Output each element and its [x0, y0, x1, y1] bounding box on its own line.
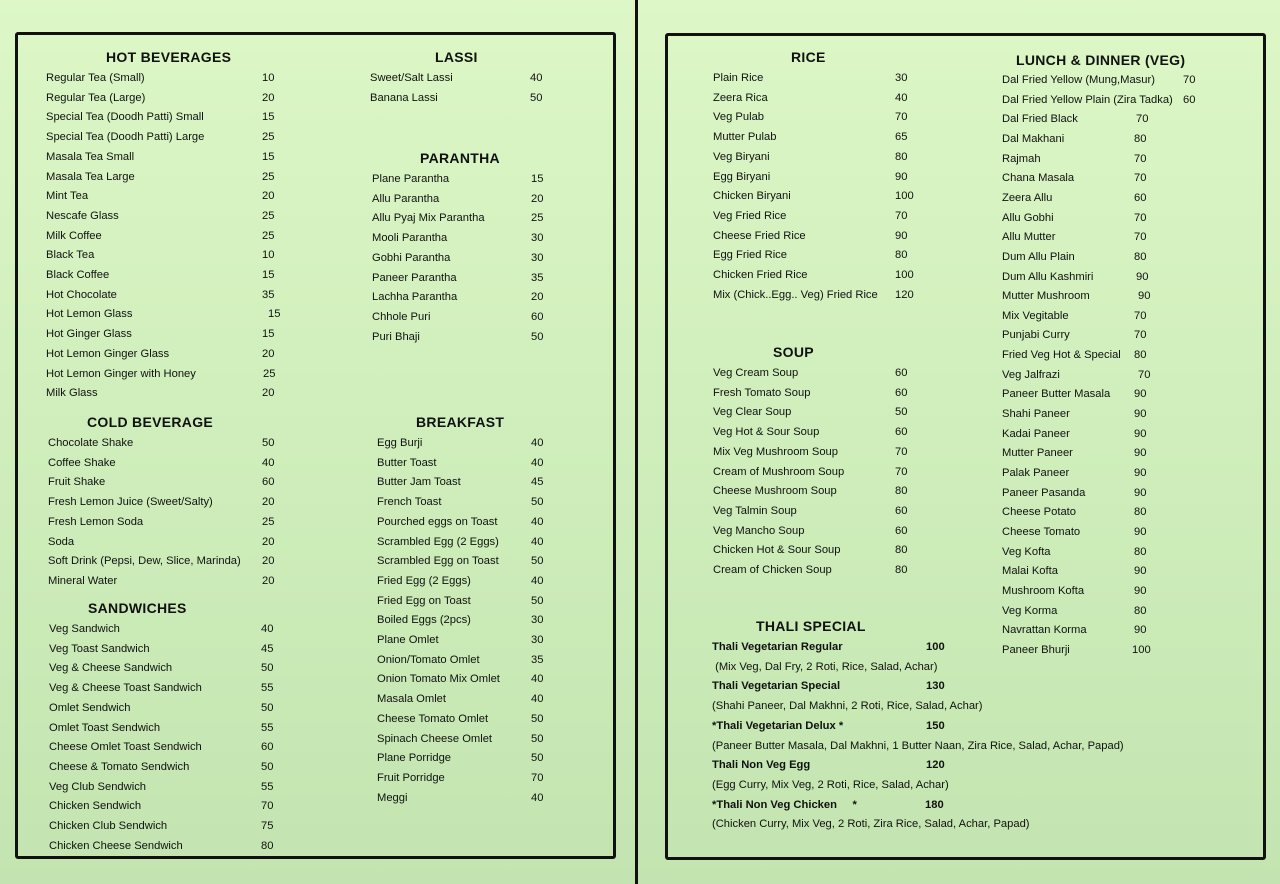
item-price: 80	[895, 544, 908, 557]
item-name: Malai Kofta	[1002, 565, 1058, 578]
item-price: 25	[531, 212, 544, 225]
item-name: Sweet/Salt Lassi	[370, 72, 453, 84]
item-price: 90	[1134, 447, 1147, 460]
item-price: 55	[261, 721, 274, 734]
item-name: Special Tea (Doodh Patti) Large	[46, 131, 205, 144]
item-price: 80	[895, 564, 908, 576]
item-name: Butter Jam Toast	[377, 476, 461, 489]
item-price: 25	[262, 170, 275, 183]
item-price: 25	[262, 229, 275, 242]
item-name: Veg Clear Soup	[713, 406, 792, 419]
item-price: 70	[895, 465, 908, 478]
item-price: 65	[895, 131, 908, 144]
thali-item-price: 180	[925, 798, 944, 811]
item-name: Fried Veg Hot & Special	[1002, 349, 1121, 362]
item-name: Special Tea (Doodh Patti) Small	[46, 111, 204, 124]
item-price: 50	[261, 701, 274, 714]
item-name: Hot Chocolate	[46, 288, 117, 301]
item-name: Cheese Fried Rice	[713, 229, 806, 242]
item-price: 80	[1134, 545, 1147, 558]
lunch-dinner-title: LUNCH & DINNER (VEG)	[1016, 52, 1186, 68]
item-name: Allu Parantha	[372, 192, 440, 205]
item-name: Dum Allu Kashmiri	[1002, 270, 1094, 283]
item-price: 80	[1134, 506, 1147, 519]
hot-beverages-title: HOT BEVERAGES	[106, 49, 232, 65]
item-name: Cheese Mushroom Soup	[713, 485, 837, 498]
item-name: Omlet Sendwich	[49, 701, 131, 714]
item-price: 90	[1134, 427, 1147, 440]
item-name: Plane Omlet	[377, 634, 439, 646]
item-name: Coffee Shake	[48, 456, 116, 469]
item-price: 90	[1138, 290, 1151, 303]
item-price: 20	[262, 574, 275, 587]
item-price: 40	[261, 623, 274, 635]
item-price: 40	[895, 91, 908, 104]
thali-item-price: 120	[926, 759, 945, 772]
item-name: Chhole Puri	[372, 310, 431, 323]
item-name: Veg Korma	[1002, 604, 1058, 617]
item-price: 30	[531, 614, 544, 627]
item-name: Lachha Parantha	[372, 291, 458, 304]
item-price: 70	[1134, 152, 1147, 165]
item-name: Fruit Shake	[48, 476, 106, 489]
item-name: Hot Lemon Ginger with Honey	[46, 367, 196, 380]
item-name: Masala Tea Large	[46, 170, 135, 183]
item-name: Chicken Fried Rice	[713, 269, 808, 281]
item-name: Mushroom Kofta	[1002, 584, 1085, 597]
item-price: 30	[531, 232, 544, 245]
item-name: Omlet Toast Sendwich	[49, 721, 161, 734]
thali-item-description: (Paneer Butter Masala, Dal Makhni, 1 Butter Naan, Zira Rice, Salad, Achar, Papad)	[712, 739, 1124, 752]
item-price: 70	[1136, 113, 1149, 126]
item-name: Veg Club Sendwich	[49, 780, 147, 793]
item-name: Regular Tea (Small)	[46, 72, 145, 84]
item-name: Plane Porridge	[377, 752, 452, 765]
item-name: Puri Bhaji	[372, 330, 420, 343]
item-price: 80	[1134, 349, 1147, 362]
item-price: 25	[263, 367, 276, 380]
item-name: Mix Veg Mushroom Soup	[713, 445, 838, 458]
item-price: 40	[531, 535, 544, 548]
item-price: 55	[261, 780, 274, 793]
item-name: Masala Tea Small	[46, 150, 135, 163]
item-price: 80	[261, 839, 274, 852]
item-price: 25	[262, 131, 275, 144]
item-price: 90	[1134, 624, 1147, 637]
item-price: 50	[530, 91, 543, 104]
item-name: Mooli Parantha	[372, 232, 448, 245]
item-price: 15	[268, 308, 281, 321]
item-price: 40	[531, 574, 544, 587]
item-price: 70	[1134, 309, 1147, 322]
item-price: 40	[262, 456, 275, 469]
thali-item-name: Thali Non Veg Egg	[712, 759, 811, 772]
item-name: Kadai Paneer	[1002, 427, 1070, 440]
item-name: Dal Fried Yellow (Mung,Masur)	[1002, 74, 1155, 86]
item-price: 50	[531, 752, 544, 765]
item-name: Fresh Tomato Soup	[713, 386, 811, 399]
item-name: Plane Parantha	[372, 173, 450, 185]
item-price: 15	[262, 111, 275, 124]
item-name: Chicken Cheese Sendwich	[49, 839, 183, 852]
thali-item-price: 150	[926, 719, 945, 732]
item-price: 50	[531, 712, 544, 725]
thali-item-name: Thali Vegetarian Regular	[712, 641, 843, 653]
item-price: 70	[1134, 172, 1147, 185]
thali-item-name: Thali Vegetarian Special	[712, 680, 841, 693]
item-name: Cheese Omlet Toast Sendwich	[49, 741, 202, 754]
sandwiches-title: SANDWICHES	[88, 600, 187, 616]
item-price: 35	[531, 653, 544, 666]
item-name: Pourched eggs on Toast	[377, 515, 498, 528]
item-name: Veg Cream Soup	[713, 367, 799, 379]
item-price: 70	[531, 771, 544, 784]
item-name: Allu Pyaj Mix Parantha	[372, 212, 485, 225]
item-name: Black Tea	[46, 249, 95, 262]
item-price: 20	[262, 190, 275, 203]
item-price: 90	[1134, 467, 1147, 479]
item-price: 60	[1183, 93, 1196, 106]
item-name: Veg Fried Rice	[713, 209, 787, 222]
item-price: 90	[1134, 565, 1147, 578]
item-price: 25	[262, 515, 275, 528]
item-name: Fruit Porridge	[377, 771, 445, 784]
item-price: 60	[895, 367, 908, 379]
item-price: 70	[1138, 368, 1151, 381]
thali-item-description: (Egg Curry, Mix Veg, 2 Roti, Rice, Salad, Achar)	[712, 778, 949, 791]
item-price: 100	[1132, 643, 1151, 656]
item-price: 90	[1136, 270, 1149, 283]
item-name: Hot Ginger Glass	[46, 328, 132, 341]
item-price: 20	[262, 387, 275, 400]
item-name: Veg Toast Sandwich	[49, 642, 150, 655]
item-price: 50	[531, 594, 544, 607]
item-price: 60	[895, 524, 908, 537]
item-name: Hot Lemon Ginger Glass	[46, 347, 170, 360]
item-price: 50	[262, 437, 275, 449]
item-price: 25	[262, 209, 275, 222]
item-name: Mutter Pulab	[713, 131, 777, 144]
item-price: 70	[261, 800, 274, 813]
item-name: Paneer Pasanda	[1002, 486, 1086, 499]
item-name: Egg Biryani	[713, 170, 771, 183]
item-price: 35	[531, 271, 544, 284]
item-price: 80	[895, 485, 908, 498]
thali-item-price: 100	[926, 641, 945, 653]
item-name: Black Coffee	[46, 269, 110, 281]
item-name: Paneer Parantha	[372, 271, 457, 284]
item-name: Chocolate Shake	[48, 437, 134, 449]
item-name: Palak Paneer	[1002, 467, 1070, 479]
item-name: Veg & Cheese Sandwich	[49, 662, 173, 675]
item-name: Veg & Cheese Toast Sandwich	[49, 682, 202, 695]
item-name: French Toast	[377, 496, 442, 509]
item-price: 120	[895, 288, 914, 301]
item-price: 15	[262, 150, 275, 163]
thali-item-name: *Thali Vegetarian Delux *	[712, 719, 844, 732]
item-name: Fried Egg on Toast	[377, 594, 471, 607]
item-price: 45	[531, 476, 544, 489]
thali-item-description: (Chicken Curry, Mix Veg, 2 Roti, Zira Rice, Salad, Achar, Papad)	[712, 818, 1030, 831]
item-name: Cream of Mushroom Soup	[713, 465, 845, 478]
item-price: 100	[895, 269, 914, 281]
item-name: Zeera Allu	[1002, 191, 1053, 204]
item-price: 50	[895, 406, 908, 419]
thali-item-name: *Thali Non Veg Chicken *	[712, 798, 857, 811]
item-price: 30	[531, 251, 544, 264]
item-price: 10	[262, 249, 275, 262]
item-name: Mutter Mushroom	[1002, 290, 1090, 303]
thali-special-title: THALI SPECIAL	[756, 618, 866, 634]
item-name: Cheese Tomato	[1002, 525, 1081, 538]
item-name: Veg Mancho Soup	[713, 524, 805, 537]
item-name: Chicken Biryani	[713, 190, 791, 203]
item-price: 15	[531, 173, 544, 185]
item-price: 80	[1134, 604, 1147, 617]
item-name: Navrattan Korma	[1002, 624, 1087, 637]
item-price: 20	[262, 555, 275, 568]
item-name: Cream of Chicken Soup	[713, 564, 832, 576]
item-name: Fresh Lemon Juice (Sweet/Salty)	[48, 496, 213, 509]
item-price: 50	[261, 760, 274, 773]
item-name: Paneer Bhurji	[1002, 643, 1070, 656]
item-name: Veg Kofta	[1002, 545, 1051, 558]
item-price: 75	[261, 820, 274, 832]
item-name: Mutter Paneer	[1002, 447, 1073, 460]
item-price: 20	[262, 91, 275, 104]
item-price: 35	[262, 288, 275, 301]
item-name: Chicken Hot & Sour Soup	[713, 544, 841, 557]
item-price: 50	[531, 555, 544, 568]
item-name: Chicken Sendwich	[49, 800, 142, 813]
item-name: Plain Rice	[713, 72, 764, 84]
item-price: 90	[895, 170, 908, 183]
item-price: 50	[261, 662, 274, 675]
item-name: Scrambled Egg on Toast	[377, 555, 499, 568]
item-price: 40	[531, 456, 544, 469]
item-price: 15	[262, 328, 275, 341]
item-name: Boiled Eggs (2pcs)	[377, 614, 471, 627]
soup-title: SOUP	[773, 344, 814, 360]
item-price: 40	[530, 72, 543, 84]
item-price: 90	[1134, 408, 1147, 421]
item-name: Soft Drink (Pepsi, Dew, Slice, Marinda)	[48, 555, 241, 568]
thali-item-description: (Mix Veg, Dal Fry, 2 Roti, Rice, Salad, Achar)	[712, 660, 938, 673]
item-price: 30	[531, 634, 544, 646]
item-price: 60	[895, 386, 908, 399]
item-name: Veg Pulab	[713, 111, 765, 124]
item-price: 80	[895, 150, 908, 163]
item-name: Allu Mutter	[1002, 231, 1056, 244]
item-name: Cheese Tomato Omlet	[377, 712, 489, 725]
item-name: Cheese Potato	[1002, 506, 1077, 519]
item-name: Mix (Chick..Egg.. Veg) Fried Rice	[713, 288, 878, 301]
item-name: Soda	[48, 535, 75, 548]
item-name: Spinach Cheese Omlet	[377, 732, 493, 745]
item-price: 40	[531, 693, 544, 706]
item-name: Punjabi Curry	[1002, 329, 1070, 342]
item-price: 60	[895, 426, 908, 439]
item-price: 90	[1134, 388, 1147, 401]
item-price: 50	[531, 496, 544, 509]
item-name: Milk Coffee	[46, 229, 102, 242]
item-price: 60	[1134, 191, 1147, 204]
item-name: Scrambled Egg (2 Eggs)	[377, 535, 499, 548]
cold-beverage-title: COLD BEVERAGE	[87, 414, 214, 430]
item-name: Veg Sandwich	[49, 623, 120, 635]
item-price: 70	[895, 111, 908, 124]
parantha-title: PARANTHA	[420, 150, 500, 166]
item-price: 60	[531, 310, 544, 323]
item-name: Banana Lassi	[370, 91, 438, 104]
item-name: Hot Lemon Glass	[46, 308, 133, 321]
item-price: 70	[1134, 211, 1147, 224]
item-name: Milk Glass	[46, 387, 98, 400]
item-price: 70	[895, 209, 908, 222]
item-name: Mix Vegitable	[1002, 309, 1069, 322]
item-name: Mint Tea	[46, 190, 89, 203]
item-name: Shahi Paneer	[1002, 408, 1070, 421]
item-name: Zeera Rica	[713, 91, 768, 104]
lassi-title: LASSI	[435, 49, 478, 65]
item-price: 90	[1134, 584, 1147, 597]
item-name: Veg Hot & Sour Soup	[713, 426, 820, 439]
item-price: 20	[262, 496, 275, 509]
item-price: 45	[261, 642, 274, 655]
item-price: 40	[531, 437, 544, 449]
item-name: Veg Biryani	[713, 150, 770, 163]
item-price: 10	[262, 72, 275, 84]
item-name: Chana Masala	[1002, 172, 1075, 185]
item-price: 80	[895, 249, 908, 262]
rice-title: RICE	[791, 49, 826, 65]
item-name: Dal Fried Black	[1002, 113, 1078, 126]
item-name: Veg Talmin Soup	[713, 504, 797, 517]
item-price: 20	[531, 291, 544, 304]
breakfast-title: BREAKFAST	[416, 414, 505, 430]
item-price: 20	[262, 535, 275, 548]
item-name: Egg Fried Rice	[713, 249, 787, 262]
item-name: Dum Allu Plain	[1002, 250, 1075, 263]
item-name: Nescafe Glass	[46, 209, 119, 222]
item-name: Dal Fried Yellow Plain (Zira Tadka)	[1002, 93, 1173, 106]
item-price: 90	[1134, 525, 1147, 538]
item-price: 80	[1134, 250, 1147, 263]
item-name: Fried Egg (2 Eggs)	[377, 574, 471, 587]
thali-item-description: (Shahi Paneer, Dal Makhni, 2 Roti, Rice, Salad, Achar)	[712, 700, 983, 713]
item-name: Fresh Lemon Soda	[48, 515, 144, 528]
item-name: Mineral Water	[48, 574, 118, 587]
item-name: Regular Tea (Large)	[46, 91, 146, 104]
page-divider	[635, 0, 638, 884]
item-name: Onion Tomato Mix Omlet	[377, 673, 500, 686]
item-price: 50	[531, 732, 544, 745]
item-price: 100	[895, 190, 914, 203]
thali-item-price: 130	[926, 680, 945, 693]
item-name: Chicken Club Sendwich	[49, 820, 168, 832]
item-name: Dal Makhani	[1002, 132, 1065, 145]
item-price: 55	[261, 682, 274, 695]
item-price: 90	[895, 229, 908, 242]
item-price: 90	[1134, 486, 1147, 499]
item-name: Rajmah	[1002, 152, 1041, 165]
item-price: 80	[1134, 132, 1147, 145]
item-name: Egg Burji	[377, 437, 423, 449]
item-price: 70	[1134, 231, 1147, 244]
item-price: 70	[1134, 329, 1147, 342]
item-price: 20	[262, 347, 275, 360]
item-price: 60	[895, 504, 908, 517]
item-name: Allu Gobhi	[1002, 211, 1054, 224]
item-name: Cheese & Tomato Sendwich	[49, 760, 190, 773]
item-price: 60	[262, 476, 275, 489]
item-name: Onion/Tomato Omlet	[377, 653, 480, 666]
item-price: 70	[1183, 74, 1196, 86]
item-name: Gobhi Parantha	[372, 251, 451, 264]
item-price: 40	[531, 673, 544, 686]
item-price: 20	[531, 192, 544, 205]
item-price: 40	[531, 515, 544, 528]
item-name: Butter Toast	[377, 456, 437, 469]
item-name: Veg Jalfrazi	[1002, 368, 1060, 381]
item-price: 30	[895, 72, 908, 84]
item-name: Meggi	[377, 791, 408, 804]
item-name: Paneer Butter Masala	[1002, 388, 1111, 401]
item-price: 70	[895, 445, 908, 458]
item-price: 40	[531, 791, 544, 804]
item-name: Masala Omlet	[377, 693, 447, 706]
item-price: 15	[262, 269, 275, 281]
item-price: 60	[261, 741, 274, 754]
item-price: 50	[531, 330, 544, 343]
